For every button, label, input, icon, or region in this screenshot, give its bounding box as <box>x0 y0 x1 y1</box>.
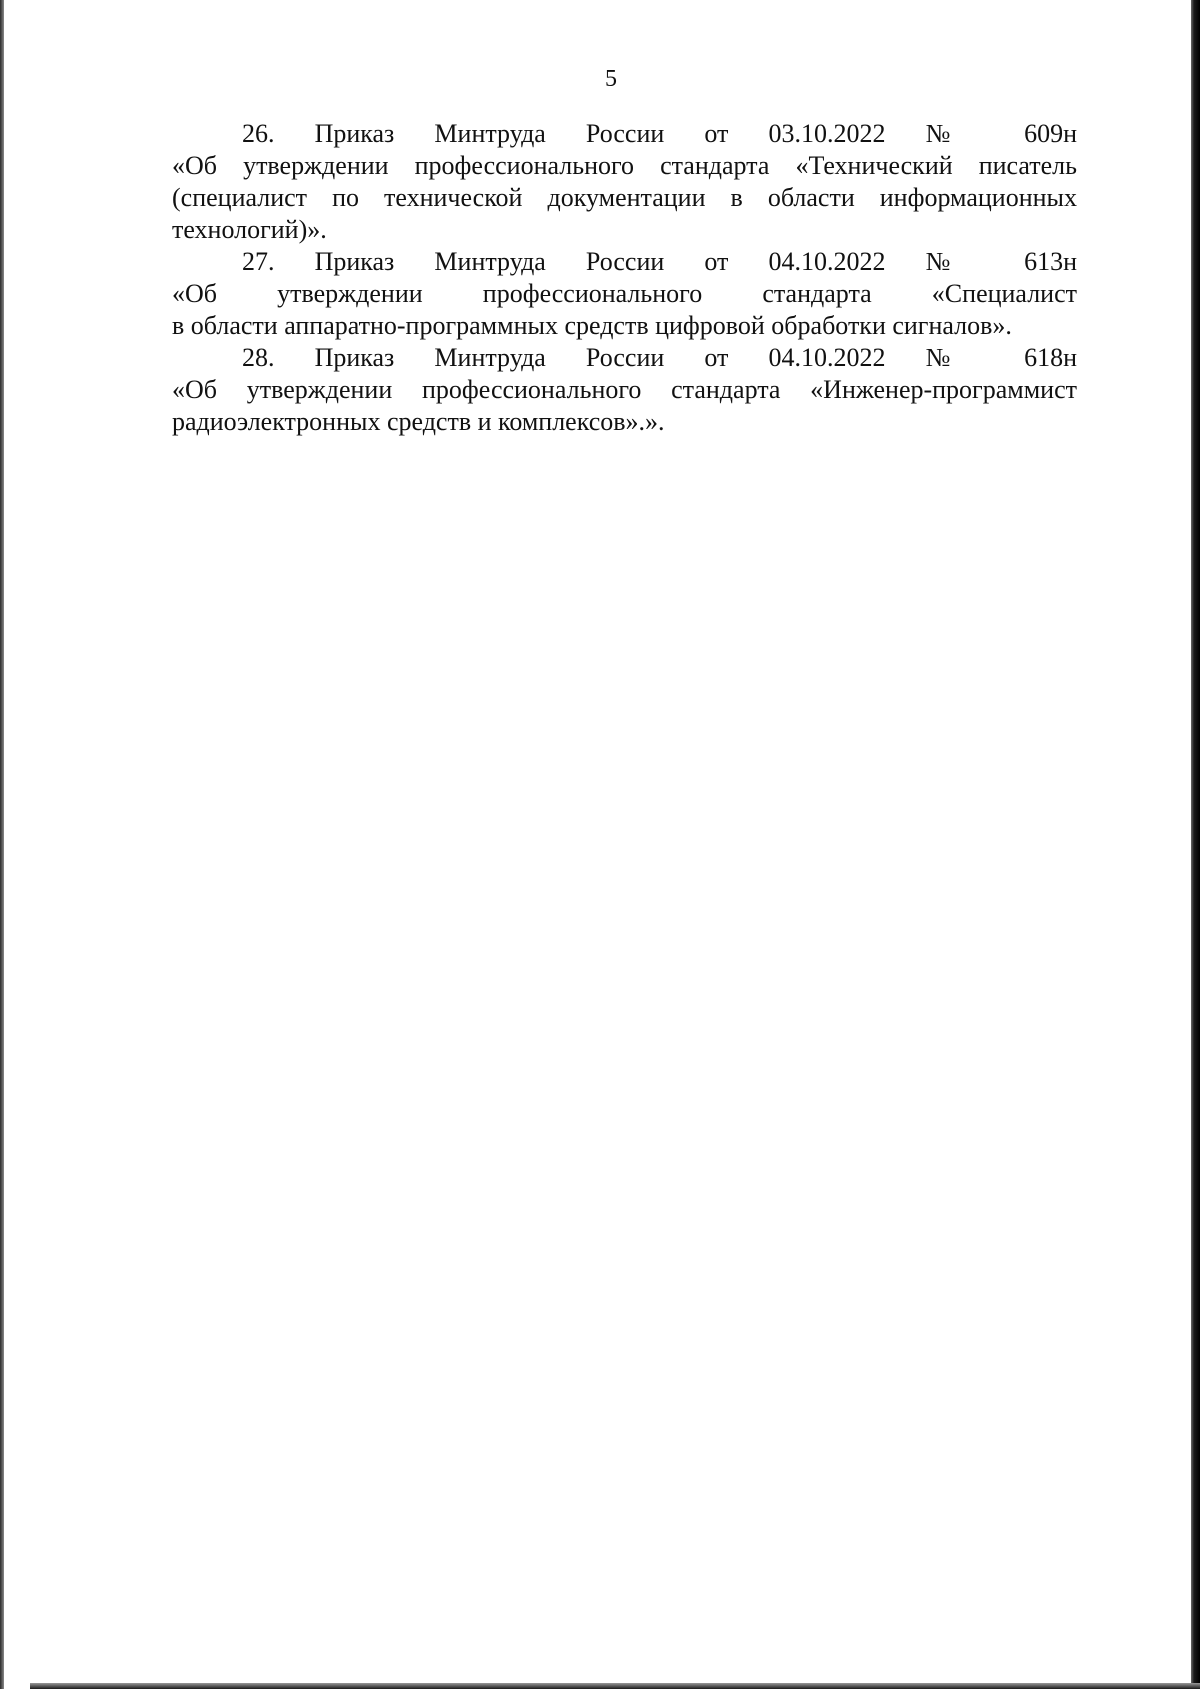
scan-edge-left <box>0 0 4 1689</box>
scan-edge-right <box>1191 0 1200 1689</box>
item-line: «Об утверждении профессионального стандарта «Технический писатель <box>172 151 1077 180</box>
item-line: «Об утверждении профессионального стандарта «Инженер-программист <box>172 375 1077 404</box>
item-line: 26. Приказ Минтруда России от 03.10.2022 № 609н <box>242 119 1077 148</box>
item-line: 27. Приказ Минтруда России от 04.10.2022 № 613н <box>242 247 1077 276</box>
scan-edge-bottom <box>30 1683 1200 1689</box>
item-line: технологий)». <box>172 215 327 244</box>
list-item-26 <box>172 118 1077 246</box>
item-line: 28. Приказ Минтруда России от 04.10.2022 № 618н <box>242 343 1077 372</box>
list-item-27 <box>172 246 1077 342</box>
item-line: радиоэлектронных средств и комплексов».». <box>172 407 665 436</box>
item-line: в области аппаратно-программных средств цифровой обработки сигналов». <box>172 311 1012 340</box>
item-line: «Об утверждении профессионального стандарта «Специалист <box>172 279 1077 308</box>
list-item-28 <box>172 342 1077 438</box>
document-body <box>172 118 1077 438</box>
page-number: 5 <box>605 66 617 92</box>
item-line: (специалист по технической документации в области информационных <box>172 183 1077 212</box>
